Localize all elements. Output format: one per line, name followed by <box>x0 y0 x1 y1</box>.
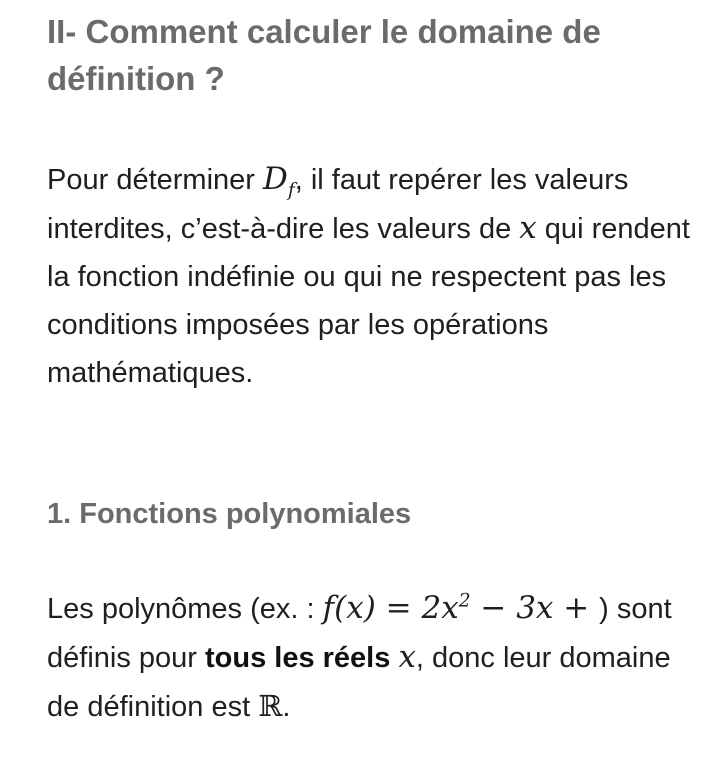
domain-subscript: f <box>287 180 295 202</box>
real-numbers-symbol: ℝ <box>258 689 283 723</box>
poly-text-2: ) sont définis pour <box>47 593 672 674</box>
domain-symbol <box>263 161 295 202</box>
intro-text-2: , il faut repérer les valeurs interdites, c’est-à-dire les valeurs de <box>47 164 629 245</box>
subsection-title: 1. Fonctions polynomiales <box>47 498 412 530</box>
variable-x-2: x <box>398 639 416 675</box>
poly-text-1: Les polynômes (ex. : <box>47 593 323 625</box>
formula-exponent: 2 <box>458 590 471 612</box>
formula-rest: − 3x + <box>470 590 600 626</box>
poly-text-4: . <box>282 691 291 723</box>
polynomial-paragraph <box>47 584 697 731</box>
intro-paragraph <box>47 155 697 397</box>
formula-main: f(x) = 2x <box>322 590 459 626</box>
section-title: II- Comment calculer le domaine de définition ? <box>47 13 601 97</box>
intro-text-3: qui rendent la fonction indéfinie ou qui ne respectent pas les conditions imposées par les opérations mathématiques. <box>47 213 690 389</box>
bold-all-reals: tous les réels <box>205 642 391 674</box>
domain-letter: D <box>263 161 288 197</box>
poly-text-3: , donc leur domaine de définition est <box>47 642 671 723</box>
variable-x: x <box>519 210 537 246</box>
polynomial-formula <box>323 590 599 626</box>
intro-text-1: Pour déterminer <box>47 164 263 196</box>
